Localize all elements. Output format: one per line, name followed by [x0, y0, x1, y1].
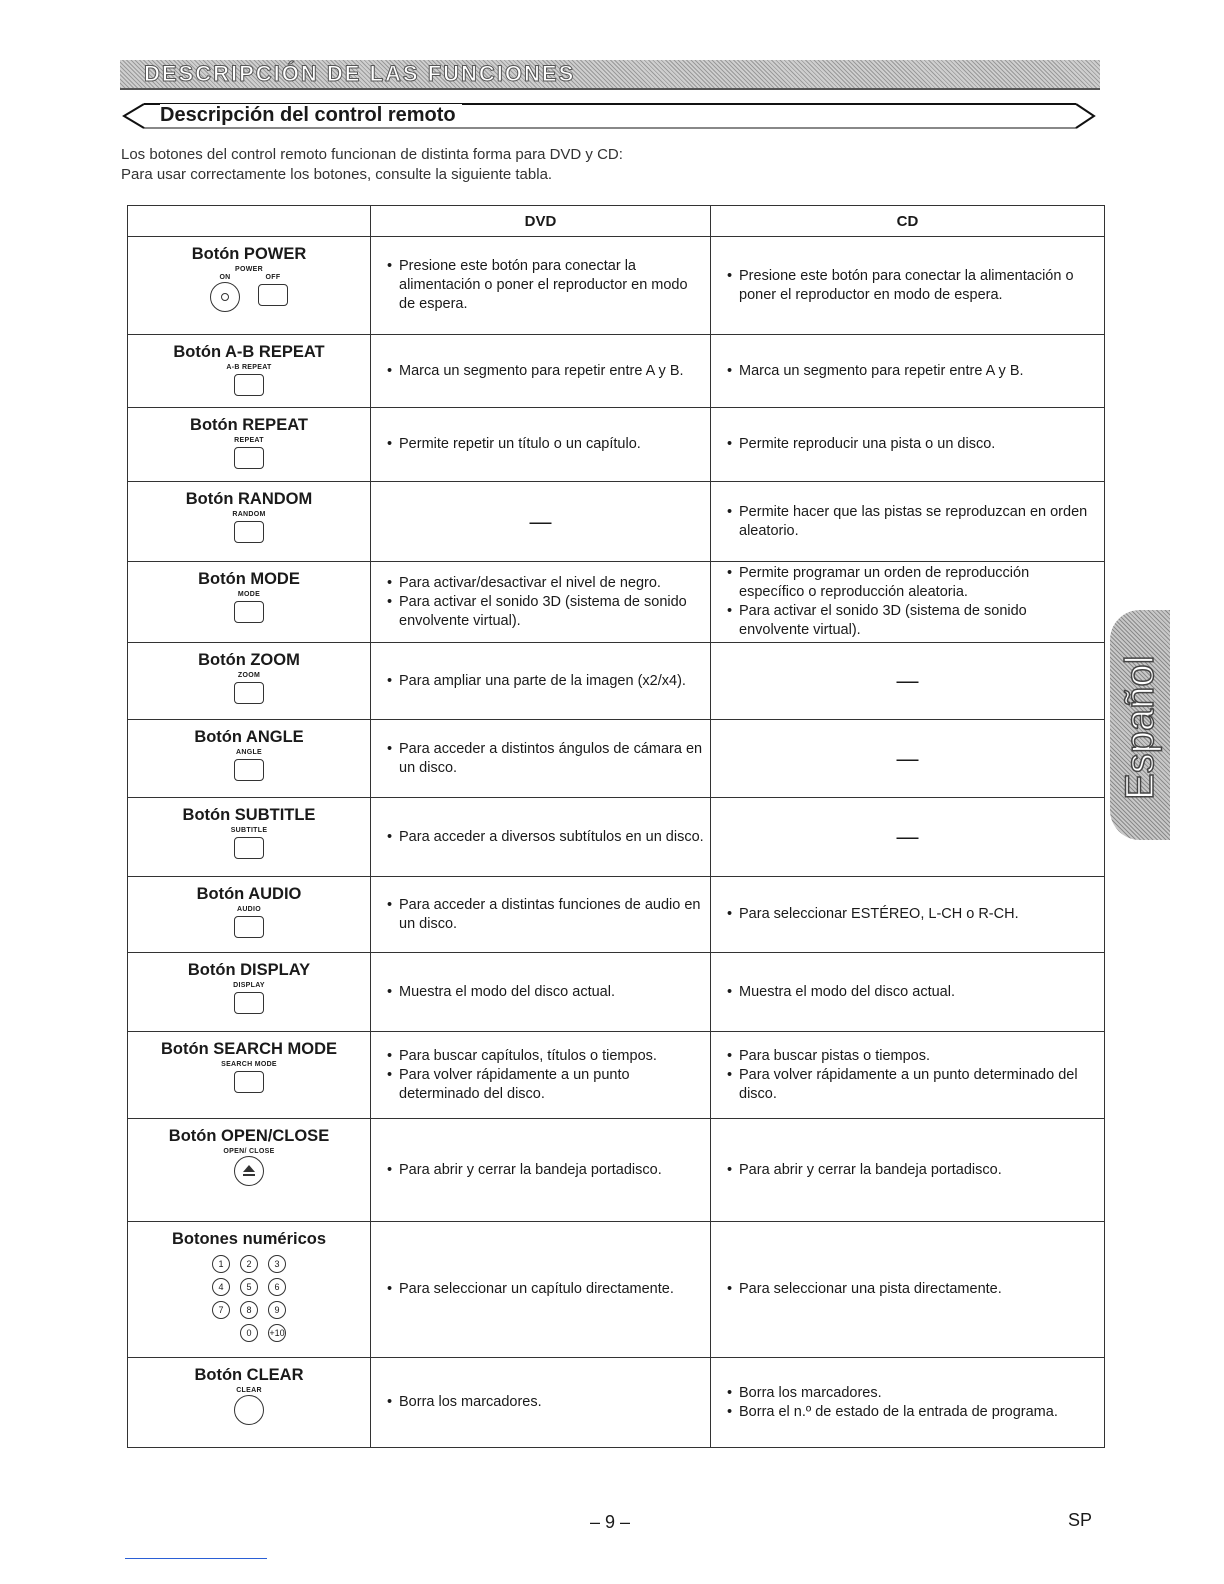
dvd-cell	[371, 1358, 711, 1448]
table-row	[128, 1358, 1105, 1448]
key-label: CLEAR	[236, 1387, 262, 1394]
dvd-cell	[371, 1032, 711, 1119]
cd-cell	[711, 237, 1105, 335]
key-label: A-B REPEAT	[226, 364, 272, 371]
header-dvd: DVD	[371, 206, 711, 237]
key-label: SUBTITLE	[230, 827, 268, 834]
button-name: Botón SUBTITLE	[182, 806, 316, 824]
intro-line: Para usar correctamente los botones, consulte la siguiente tabla.	[121, 166, 553, 183]
button-cell	[128, 643, 371, 720]
key-icon	[234, 374, 264, 396]
cd-cell	[711, 643, 1105, 720]
bullet-item: • Para acceder a diversos subtítulos en un disco.	[399, 828, 704, 847]
key-label: REPEAT	[234, 437, 264, 444]
power-keys	[128, 274, 370, 316]
table-row	[128, 1032, 1105, 1119]
page-title: Descripción del control remoto	[160, 104, 462, 127]
bullet-item: • Para volver rápidamente a un punto determinado del disco.	[399, 1066, 704, 1104]
bullet-list	[717, 1161, 1098, 1180]
cd-cell	[711, 720, 1105, 798]
key-label: OPEN/ CLOSE	[223, 1148, 275, 1155]
bullet-list	[377, 1280, 704, 1299]
bullet-item: • Para buscar capítulos, títulos o tiempos.	[399, 1047, 704, 1066]
cd-cell	[711, 408, 1105, 482]
key-icon	[234, 521, 264, 543]
table-row	[128, 877, 1105, 953]
table-header-row	[128, 206, 1105, 237]
footer-rule	[125, 1558, 267, 1559]
table-row	[128, 237, 1105, 335]
bullet-item: • Marca un segmento para repetir entre A y B.	[739, 362, 1098, 381]
bullet-item: • Presione este botón para conectar la alimentación o poner el reproductor en modo de espera.	[739, 267, 1098, 305]
number-key-icon: 5	[240, 1278, 258, 1296]
key-label: AUDIO	[236, 906, 262, 913]
bullet-item: • Borra los marcadores.	[739, 1384, 1098, 1403]
button-cell	[128, 335, 371, 408]
dvd-cell	[371, 720, 711, 798]
number-key-icon: 9	[268, 1301, 286, 1319]
bullet-item: • Presione este botón para conectar la alimentación o poner el reproductor en modo de espera.	[399, 257, 704, 314]
bullet-item: • Borra los marcadores.	[399, 1393, 704, 1412]
bullet-item: • Borra el n.º de estado de la entrada de programa.	[739, 1403, 1098, 1422]
bullet-list	[377, 896, 704, 934]
bullet-list	[717, 983, 1098, 1002]
power-off-icon	[258, 284, 288, 306]
header-blank	[128, 206, 371, 237]
table-row	[128, 953, 1105, 1032]
eject-icon	[234, 1156, 264, 1186]
dvd-cell	[371, 1119, 711, 1222]
button-cell	[128, 562, 371, 643]
table-row	[128, 798, 1105, 877]
not-applicable-dash: —	[896, 745, 919, 771]
bullet-item: • Para abrir y cerrar la bandeja portadisco.	[739, 1161, 1098, 1180]
key-label: DISPLAY	[233, 982, 265, 989]
bullet-item: • Marca un segmento para repetir entre A y B.	[399, 362, 704, 381]
not-applicable-dash: —	[896, 824, 919, 849]
key-label: ZOOM	[237, 672, 261, 679]
bullet-list	[377, 574, 704, 631]
bullet-list	[377, 435, 704, 454]
key-label: ANGLE	[236, 749, 262, 756]
button-name: Botón MODE	[198, 570, 300, 588]
bullet-item: • Para buscar pistas o tiempos.	[739, 1047, 1098, 1066]
bullet-list	[377, 672, 704, 691]
dvd-cell	[371, 562, 711, 643]
button-name: Botón CLEAR	[194, 1366, 304, 1384]
key-label: RANDOM	[232, 511, 266, 518]
button-name: Botón ANGLE	[194, 728, 304, 746]
page-number: – 9 –	[590, 1512, 631, 1532]
number-key-icon: 0	[240, 1324, 258, 1342]
bullet-item: • Para ampliar una parte de la imagen (x2/x4).	[399, 672, 704, 691]
key-label: SEARCH MODE	[221, 1061, 277, 1068]
remote-function-table	[127, 205, 1105, 1448]
button-cell	[128, 1032, 371, 1119]
button-cell	[128, 953, 371, 1032]
number-keypad	[209, 1255, 289, 1342]
dvd-cell	[371, 1222, 711, 1358]
bullet-list	[377, 257, 704, 314]
bullet-list	[717, 1047, 1098, 1104]
bullet-list	[717, 1384, 1098, 1422]
button-name: Botón OPEN/CLOSE	[168, 1127, 330, 1145]
table-row	[128, 562, 1105, 643]
bullet-item: • Para activar el sonido 3D (sistema de sonido envolvente virtual).	[399, 593, 704, 631]
cd-cell	[711, 798, 1105, 877]
dvd-cell	[371, 335, 711, 408]
button-cell	[128, 237, 371, 335]
bullet-list	[717, 435, 1098, 454]
language-side-tab-label: Español	[1118, 655, 1162, 800]
bullet-item: • Para activar el sonido 3D (sistema de sonido envolvente virtual).	[739, 602, 1098, 640]
bullet-list	[377, 740, 704, 778]
button-name: Botón SEARCH MODE	[161, 1040, 337, 1058]
number-key-icon: 8	[240, 1301, 258, 1319]
key-icon	[234, 916, 264, 938]
number-key-icon: +10	[268, 1324, 286, 1342]
button-name: Botón DISPLAY	[187, 961, 311, 979]
bullet-item: • Muestra el modo del disco actual.	[739, 983, 1098, 1002]
bullet-list	[377, 983, 704, 1002]
table-row	[128, 1119, 1105, 1222]
bullet-item: • Para seleccionar una pista directamente.	[739, 1280, 1098, 1299]
dvd-cell	[371, 953, 711, 1032]
dvd-cell	[371, 237, 711, 335]
key-label: POWER	[235, 266, 263, 273]
intro-line: Los botones del control remoto funcionan de distinta forma para DVD y CD:	[121, 146, 623, 163]
key-icon	[234, 601, 264, 623]
button-cell	[128, 1119, 371, 1222]
button-name: Botón REPEAT	[190, 416, 308, 434]
key-icon	[234, 759, 264, 781]
bullet-item: • Para activar/desactivar el nivel de negro.	[399, 574, 704, 593]
cd-cell	[711, 877, 1105, 953]
number-key-icon: 6	[268, 1278, 286, 1296]
bullet-list	[717, 564, 1098, 640]
bullet-list	[717, 503, 1098, 541]
bullet-list	[377, 828, 704, 847]
key-icon	[234, 447, 264, 469]
button-name: Botones numéricos	[171, 1230, 327, 1248]
table-row	[128, 482, 1105, 562]
subheading	[118, 98, 1100, 132]
not-applicable-dash: —	[896, 668, 919, 693]
bullet-list	[717, 267, 1098, 305]
key-icon	[234, 837, 264, 859]
key-on-label: ON	[219, 274, 231, 281]
bullet-item: • Para acceder a distintos ángulos de cámara en un disco.	[399, 740, 704, 778]
not-applicable-dash: —	[529, 508, 552, 534]
bullet-list	[377, 1393, 704, 1412]
number-key-icon: 3	[268, 1255, 286, 1273]
key-icon	[234, 682, 264, 704]
button-cell	[128, 482, 371, 562]
bullet-item: • Para acceder a distintas funciones de audio en un disco.	[399, 896, 704, 934]
dvd-cell	[371, 408, 711, 482]
power-on-icon	[210, 282, 240, 312]
language-code: SP	[1068, 1510, 1093, 1530]
bullet-item: • Permite reproducir una pista o un disco.	[739, 435, 1098, 454]
language-side-tab	[1110, 610, 1170, 840]
button-cell	[128, 798, 371, 877]
cd-cell	[711, 1119, 1105, 1222]
key-off-label: OFF	[265, 274, 281, 281]
clear-key-icon	[234, 1395, 264, 1425]
bullet-item: • Permite repetir un título o un capítulo.	[399, 435, 704, 454]
key-icon	[234, 992, 264, 1014]
bullet-item: • Muestra el modo del disco actual.	[399, 983, 704, 1002]
bullet-list	[377, 1047, 704, 1104]
bullet-item: • Permite programar un orden de reproducción específico o reproducción aleatoria.	[739, 564, 1098, 602]
number-key-icon: 1	[212, 1255, 230, 1273]
key-icon	[234, 1071, 264, 1093]
cd-cell	[711, 1358, 1105, 1448]
dvd-cell	[371, 482, 711, 562]
bullet-item: • Para abrir y cerrar la bandeja portadisco.	[399, 1161, 704, 1180]
button-name: Botón RANDOM	[185, 490, 313, 508]
number-key-icon: 2	[240, 1255, 258, 1273]
table-row	[128, 335, 1105, 408]
button-cell	[128, 877, 371, 953]
cd-cell	[711, 482, 1105, 562]
power-on-key	[210, 274, 240, 316]
bullet-item: • Para seleccionar un capítulo directamente.	[399, 1280, 704, 1299]
table-row	[128, 408, 1105, 482]
button-cell	[128, 408, 371, 482]
button-name: Botón ZOOM	[198, 651, 300, 669]
button-name: Botón POWER	[191, 245, 307, 263]
number-key-icon: 4	[212, 1278, 230, 1296]
header-cd: CD	[711, 206, 1105, 237]
bullet-item: • Para volver rápidamente a un punto determinado del disco.	[739, 1066, 1098, 1104]
button-cell	[128, 1222, 371, 1358]
dvd-cell	[371, 877, 711, 953]
section-banner-text: DESCRIPCIÓN DE LAS FUNCIONES	[144, 61, 576, 86]
cd-cell	[711, 1222, 1105, 1358]
cd-cell	[711, 562, 1105, 643]
dvd-cell	[371, 798, 711, 877]
button-cell	[128, 720, 371, 798]
table-row	[128, 720, 1105, 798]
section-banner	[120, 60, 1100, 90]
bullet-item: • Para seleccionar ESTÉREO, L-CH o R-CH.	[739, 905, 1098, 924]
bullet-list	[717, 1280, 1098, 1299]
number-key-icon: 7	[212, 1301, 230, 1319]
power-off-key	[258, 274, 288, 310]
bullet-list	[377, 362, 704, 381]
table-row	[128, 643, 1105, 720]
table-row	[128, 1222, 1105, 1358]
cd-cell	[711, 953, 1105, 1032]
key-label: MODE	[237, 591, 261, 598]
button-name: Botón A-B REPEAT	[173, 343, 325, 361]
dvd-cell	[371, 643, 711, 720]
bullet-list	[717, 362, 1098, 381]
cd-cell	[711, 335, 1105, 408]
button-name: Botón AUDIO	[196, 885, 302, 903]
button-cell	[128, 1358, 371, 1448]
bullet-list	[717, 905, 1098, 924]
intro-text	[121, 145, 623, 185]
bullet-item: • Permite hacer que las pistas se reproduzcan en orden aleatorio.	[739, 503, 1098, 541]
bullet-list	[377, 1161, 704, 1180]
cd-cell	[711, 1032, 1105, 1119]
